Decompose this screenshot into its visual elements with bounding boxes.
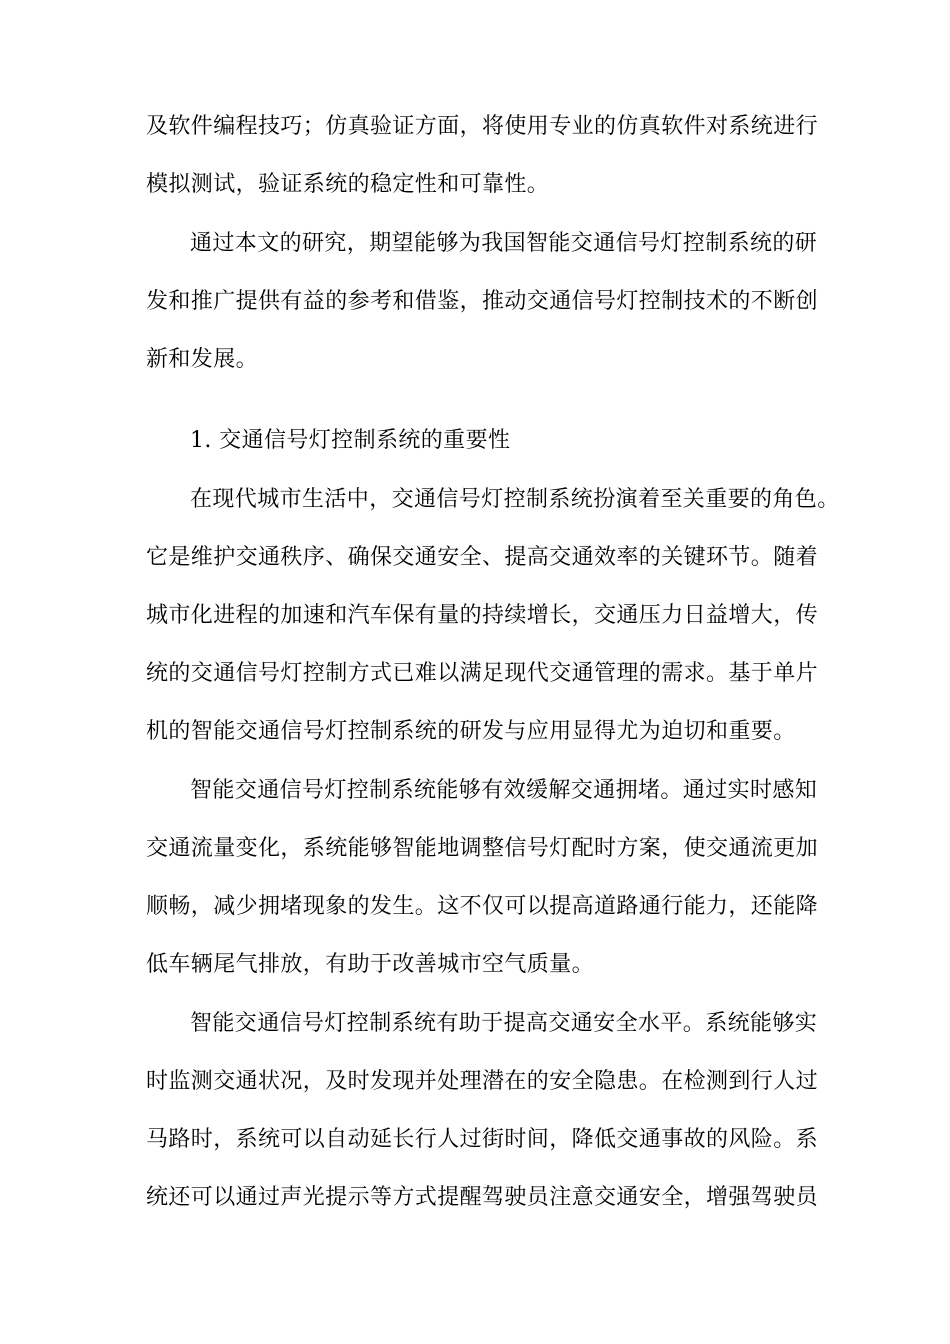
text-line: 发和推广提供有益的参考和借鉴，推动交通信号灯控制技术的不断创 xyxy=(146,289,819,314)
text-line: 交通流量变化，系统能够智能地调整信号灯配时方案，使交通流更加 xyxy=(146,836,819,861)
section-heading: 1. 交通信号灯控制系统的重要性 xyxy=(190,428,511,453)
text-line: 机的智能交通信号灯控制系统的研发与应用显得尤为迫切和重要。 xyxy=(146,719,796,744)
text-line: 马路时，系统可以自动延长行人过街时间，降低交通事故的风险。系 xyxy=(146,1127,819,1152)
text-line: 模拟测试，验证系统的稳定性和可靠性。 xyxy=(146,172,550,197)
text-line: 新和发展。 xyxy=(146,347,259,372)
text-line: 时监测交通状况，及时发现并处理潜在的安全隐患。在检测到行人过 xyxy=(146,1069,819,1094)
text-line: 统的交通信号灯控制方式已难以满足现代交通管理的需求。基于单片 xyxy=(146,661,819,686)
text-line: 顺畅，减少拥堵现象的发生。这不仅可以提高道路通行能力，还能降 xyxy=(146,894,819,919)
text-line: 及软件编程技巧；仿真验证方面，将使用专业的仿真软件对系统进行 xyxy=(146,114,819,139)
text-line: 城市化进程的加速和汽车保有量的持续增长，交通压力日益增大，传 xyxy=(146,603,819,628)
text-line: 在现代城市生活中，交通信号灯控制系统扮演着至关重要的角色。 xyxy=(190,487,840,512)
text-line: 它是维护交通秩序、确保交通安全、提高交通效率的关键环节。随着 xyxy=(146,545,819,570)
text-line: 通过本文的研究，期望能够为我国智能交通信号灯控制系统的研 xyxy=(190,231,818,256)
text-line: 低车辆尾气排放，有助于改善城市空气质量。 xyxy=(146,952,595,977)
text-line: 统还可以通过声光提示等方式提醒驾驶员注意交通安全，增强驾驶员 xyxy=(146,1185,819,1210)
text-line: 智能交通信号灯控制系统能够有效缓解交通拥堵。通过实时感知 xyxy=(190,778,818,803)
text-line: 智能交通信号灯控制系统有助于提高交通安全水平。系统能够实 xyxy=(190,1011,818,1036)
